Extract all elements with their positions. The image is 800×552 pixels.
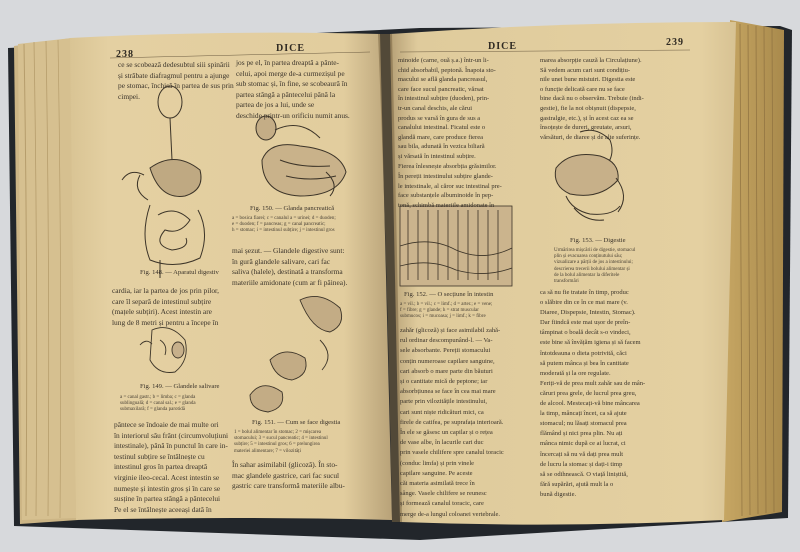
right-col1-top-text: minoide (carne, ouă ș.a.) într-un li- chid absorbabil, peptonă. Înapoia sto- macului se află glanda pancreasul, care face sucul pancreatic, vărsat în intestinul subțire (duoden), prin- tr-un canal deschis, ale cărui produs se varsă în gura de sus a canalului intestinal. Ficatul este o glandă mare, care produce fierea sau bila, adunată în vezica biliară și vărsată în intestinul subțire. Fierea înlesnește absorbția grăsimilor. (398, 57, 497, 170)
figure-148-caption: Fig. 148. — Aparatul digestiv (140, 269, 219, 276)
left-col1-text-after: cardia, iar la partea de jos prin pilor, care îl separă de intestinul subțire (mațele subțiri). Acest intestin are lung de 8 metri și pentru a începe în (112, 286, 220, 327)
figure-150-legend: a = bosica fiarei; c = canalul a = urinei; d = duoden; e = duoden; f = pancreas; g = canal pancreatic; h = stomac; i = intestinul subțire; j = intestinul gros (232, 216, 336, 234)
right-col1-text-bottom: zahăr (glicoză) și face asimilabil zahă- rul ordinar descompunând-l. — Va- sele absorbante. Pereții stomacului conțin numeroase capilare sanguine, cari absorb o mare parte din băuturi și o cantitate mică de peptone; iar absorbțiunea se face în cea mai mare parte prin vilozitățile intestinului, cari sunt niște ridicături mici, ca firele de catifea, pe suprafața interioară. În ele se găsesc un capilar și o rețea de vase albe, în lacurile cari duc prin vasele chilifere spre canalul toracic (conduc limfa) și prin vinele capilare sanguine. Pe aceste căi materia asimilată trece în sânge. Vasele chilifere se reunesc și formează canalul toracic, care merge de-a lungul coloanei vertebrale. (400, 327, 504, 518)
figure-153-caption: Fig. 153. — Digestie (570, 237, 626, 244)
figure-151-caption: Fig. 151. — Cum se face digestia (252, 419, 341, 426)
figure-150-caption: Fig. 150. — Glanda pancreatică (250, 205, 335, 212)
right-page-number: 239 (666, 37, 684, 48)
left-col2-text-mid: mai șezut. — Glandele digestive sunt: în gură glandele salivare, cari fac saliva (halele), destinată a transforma materiile amidonate (cum ar fi pâinea). (232, 246, 348, 287)
figure-153-legend: Urmărirea mișcării de digestie, stomacul plin și evacuarea conținutului său; vizualizare a părții de jos a intestinului; descrierea trecerii bolului alimentar și de la bolul alimentar la diferitele transformări (554, 248, 636, 285)
right-col2-top-text: marea absorpție cauză la Circulațiune). Să vedem acum cari sunt condițiu- nile unei bune mistuiri. Digestia este o funcție delicată care nu se face bine dacă nu o observăm. Trebuie (indi- gestie), fie la noi obișnuit (dispepsie, gastralgie, etc.), și în acest caz ea se însoțește de dureri, greutate, arsuri, vărsături, de diaree și de alte suferințe. (540, 57, 644, 141)
left-page-header: DICE (276, 43, 306, 54)
right-page-header: DICE (488, 41, 518, 52)
figure-152-legend: a = vil.; b = vil.; c = limf.; d = arter.; e = vene; f = fibre; g = glande; h = strat muscular submucos; i = mucoasa; j = limf.; k = fibre (400, 302, 493, 320)
left-col1-intro: ce se scobează dedesubtul siii spinării și străbate diafragmul pentru a ajunge pe stomac, închisă în partea de sus prin cimpei. (118, 60, 234, 101)
left-page-number: 238 (116, 49, 134, 60)
figure-152-caption: Fig. 152. — O secțiune în intestin (404, 291, 494, 298)
figure-152-illustration (400, 206, 512, 286)
left-col1-text-bottom: pântece se îndoaie de mai multe ori în interiorul său frânt (circumvoluțiuni intestinale), până în punctul în care in- testinul subțire se întâlnește cu intestinul gros în partea dreaptă virginie ileo-cecal. Acest intestin se numește și intestin gros și în care se susține în partea stângă a pântecelui Pe el se întâlnește aceeași dată în (114, 420, 229, 514)
right-col2-text-bottom: ca să nu fie tratate în timp, produc o slăbire din ce în ce mai mare (v. Diaree, Dispepsie, Intestin, Stomac). Dar fiindcă este mai ușor de preîn- tâmpinat o boală decât s-o vindeci, este bine să învățăm igiena și să facem întotdeauna o dieta potrivită, căci să putem mânca și bea în cantitate moderată și la ore regulate. Feriți-vă de prea mult zahăr sau de mân- căruri prea grele, de lucrul prea greu, de alcool. Mestecați-vă bine mâncarea la timp, mâncați încet, ca să ajute stomacul; nu lăsați stomacul prea flămând și nici prea plin. Nu ați mânca nimic după ce ai lucrat, ci încercați să nu vă dați prea mult de lucru la stomac și dați-i timp să se odihnească. O viață liniștită, fără supărări, ajută mult la o bună digestie. (540, 289, 646, 498)
figure-151-legend: 1 = bolul alimentar în stomac; 2 = mișcarea stomacului; 3 = sucul pancreatic; 4 = intestinul subțire; 5 = intestinul gros; 6 = prelungirea materiei alimentare; 7 = vilozități (234, 430, 328, 454)
right-col1-text2: În pereții intestinului subțire glande- le intestinale, al căror suc intestinal pre- face substanțele albuminoide în pep- tonă, schimbă materiile amidonate în (398, 173, 502, 209)
figure-149-caption: Fig. 149. — Glandele salivare (140, 383, 220, 390)
left-page-edges (14, 38, 78, 524)
left-col2-text-bottom: În sahar asimilabil (glicoză). În sto- mac glandele gastrice, cari fac sucul gastric care transformă materiile albu- (232, 460, 345, 491)
left-col2-top-text: jos pe el, în partea dreaptă a pânte- celui, apoi merge de-a curmezișul pe sub stomac și, în fine, se scobeaură în partea stângă a pântecelui până la partea de jos a lui, unde se deschide printr-un orificiu numit anus. (236, 58, 350, 120)
figure-149-legend: a = canal gastr.; b = limba; c = glanda sublinguală; d = canal sal.; e = glanda submaxilară; f = glanda parotidă (120, 395, 196, 413)
